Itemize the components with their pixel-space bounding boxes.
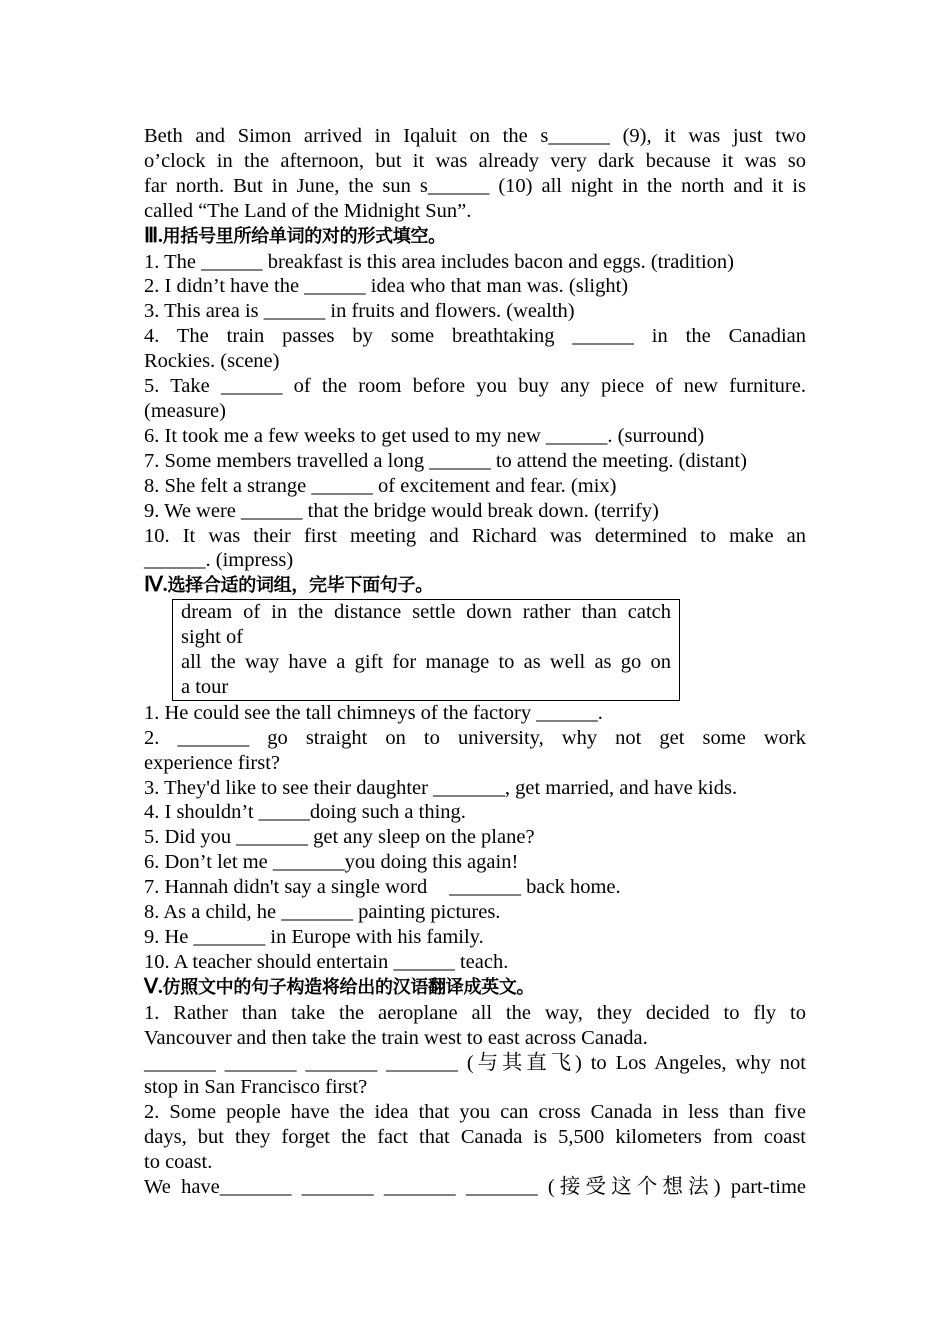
exercise-item: 8. She felt a strange ______ of excitement and fear. (mix) (144, 474, 617, 497)
item-7-blank: _______ back home. (449, 876, 621, 899)
section-5-heading (144, 975, 806, 1001)
section-4-title: 选择合适的词组，完毕下面句子。 (167, 575, 433, 597)
exercise-item-cont: experience first? (144, 751, 281, 774)
item-7-text: 7. Hannah didn't say a single word (144, 876, 428, 899)
exercise-item-cont: We have_______ _______ _______ _______ (接受这个想法) part-time (144, 1176, 806, 1199)
exercise-item (144, 875, 806, 900)
exercise-item: 1. The ______ breakfast is this area includes bacon and eggs. (tradition) (144, 250, 734, 273)
exercise-item: 2. Some people have the idea that you can cross Canada in less than five (144, 1101, 806, 1124)
exercise-item: 3. They'd like to see their daughter _______, get married, and have kids. (144, 776, 738, 799)
passage-line: far north. But in June, the sun s______ (10) all night in the north and it is (144, 174, 806, 197)
exercise-item-cont: Rockies. (scene) (144, 350, 280, 373)
exercise-item: 10. It was their first meeting and Richard was determined to make an (144, 524, 806, 547)
section-3-title: 用括号里所给单词的对的形式填空。 (162, 225, 446, 247)
exercise-item: 1. Rather than take the aeroplane all the way, they decided to fly to (144, 1001, 806, 1024)
exercise-item: 9. We were ______ that the bridge would break down. (terrify) (144, 499, 659, 522)
exercise-item-cont: ______. (impress) (144, 549, 294, 572)
exercise-item-cont: stop in San Francisco first? (144, 1076, 368, 1099)
exercise-item-cont: to coast. (144, 1151, 213, 1174)
phrase-box-row-wrap: sight of (181, 626, 244, 649)
worksheet-page (144, 124, 806, 1200)
exercise-item: 7. Some members travelled a long ______ to attend the meeting. (distant) (144, 449, 747, 472)
section-5-title: 仿照文中的句子构造将给出的汉语翻译成英文。 (162, 976, 535, 998)
exercise-item-cont: days, but they forget the fact that Canada is 5,500 kilometers from coast (144, 1126, 806, 1149)
exercise-item-cont: (measure) (144, 399, 226, 422)
exercise-item: 10. A teacher should entertain ______ teach. (144, 950, 509, 973)
exercise-item: 2. I didn’t have the ______ idea who that man was. (slight) (144, 275, 629, 298)
passage-line: Beth and Simon arrived in Iqaluit on the s______ (9), it was just two (144, 125, 806, 147)
section-5-number: Ⅴ. (144, 975, 163, 998)
exercise-item: 4. The train passes by some breathtaking ______ in the Canadian (144, 325, 806, 348)
phrase-box (172, 599, 680, 701)
exercise-item-cont: _______ _______ _______ _______ (与其直飞) to Los Angeles, why not (144, 1051, 806, 1074)
exercise-item: 9. He _______ in Europe with his family. (144, 926, 484, 948)
section-3-heading (144, 224, 806, 250)
exercise-item: 2. _______ go straight on to university, why not get some work (144, 726, 806, 749)
exercise-item: 6. Don’t let me _______you doing this again! (144, 851, 519, 874)
exercise-item: 3. This area is ______ in fruits and flowers. (wealth) (144, 300, 575, 323)
section-4-heading (144, 573, 806, 599)
passage-line: called “The Land of the Midnight Sun”. (144, 199, 472, 222)
exercise-item: 8. As a child, he _______ painting pictures. (144, 901, 501, 924)
exercise-item-cont: Vancouver and then take the train west to east across Canada. (144, 1026, 648, 1049)
section-3-number: Ⅲ. (144, 224, 163, 247)
passage-line: o’clock in the afternoon, but it was already very dark because it was so (144, 149, 806, 172)
phrase-box-row: dream of in the distance settle down rather than catch (181, 601, 671, 624)
exercise-item: 5. Take ______ of the room before you buy any piece of new furniture. (144, 375, 806, 398)
exercise-item: 1. He could see the tall chimneys of the factory ______. (144, 701, 603, 724)
phrase-box-row: all the way have a gift for manage to as well as go on (181, 651, 671, 674)
exercise-item: 4. I shouldn’t _____doing such a thing. (144, 801, 466, 824)
section-4-number: Ⅳ. (144, 574, 168, 597)
exercise-item: 6. It took me a few weeks to get used to my new ______. (surround) (144, 424, 705, 447)
phrase-box-row-wrap: a tour (181, 675, 229, 698)
exercise-item: 5. Did you _______ get any sleep on the plane? (144, 826, 535, 849)
